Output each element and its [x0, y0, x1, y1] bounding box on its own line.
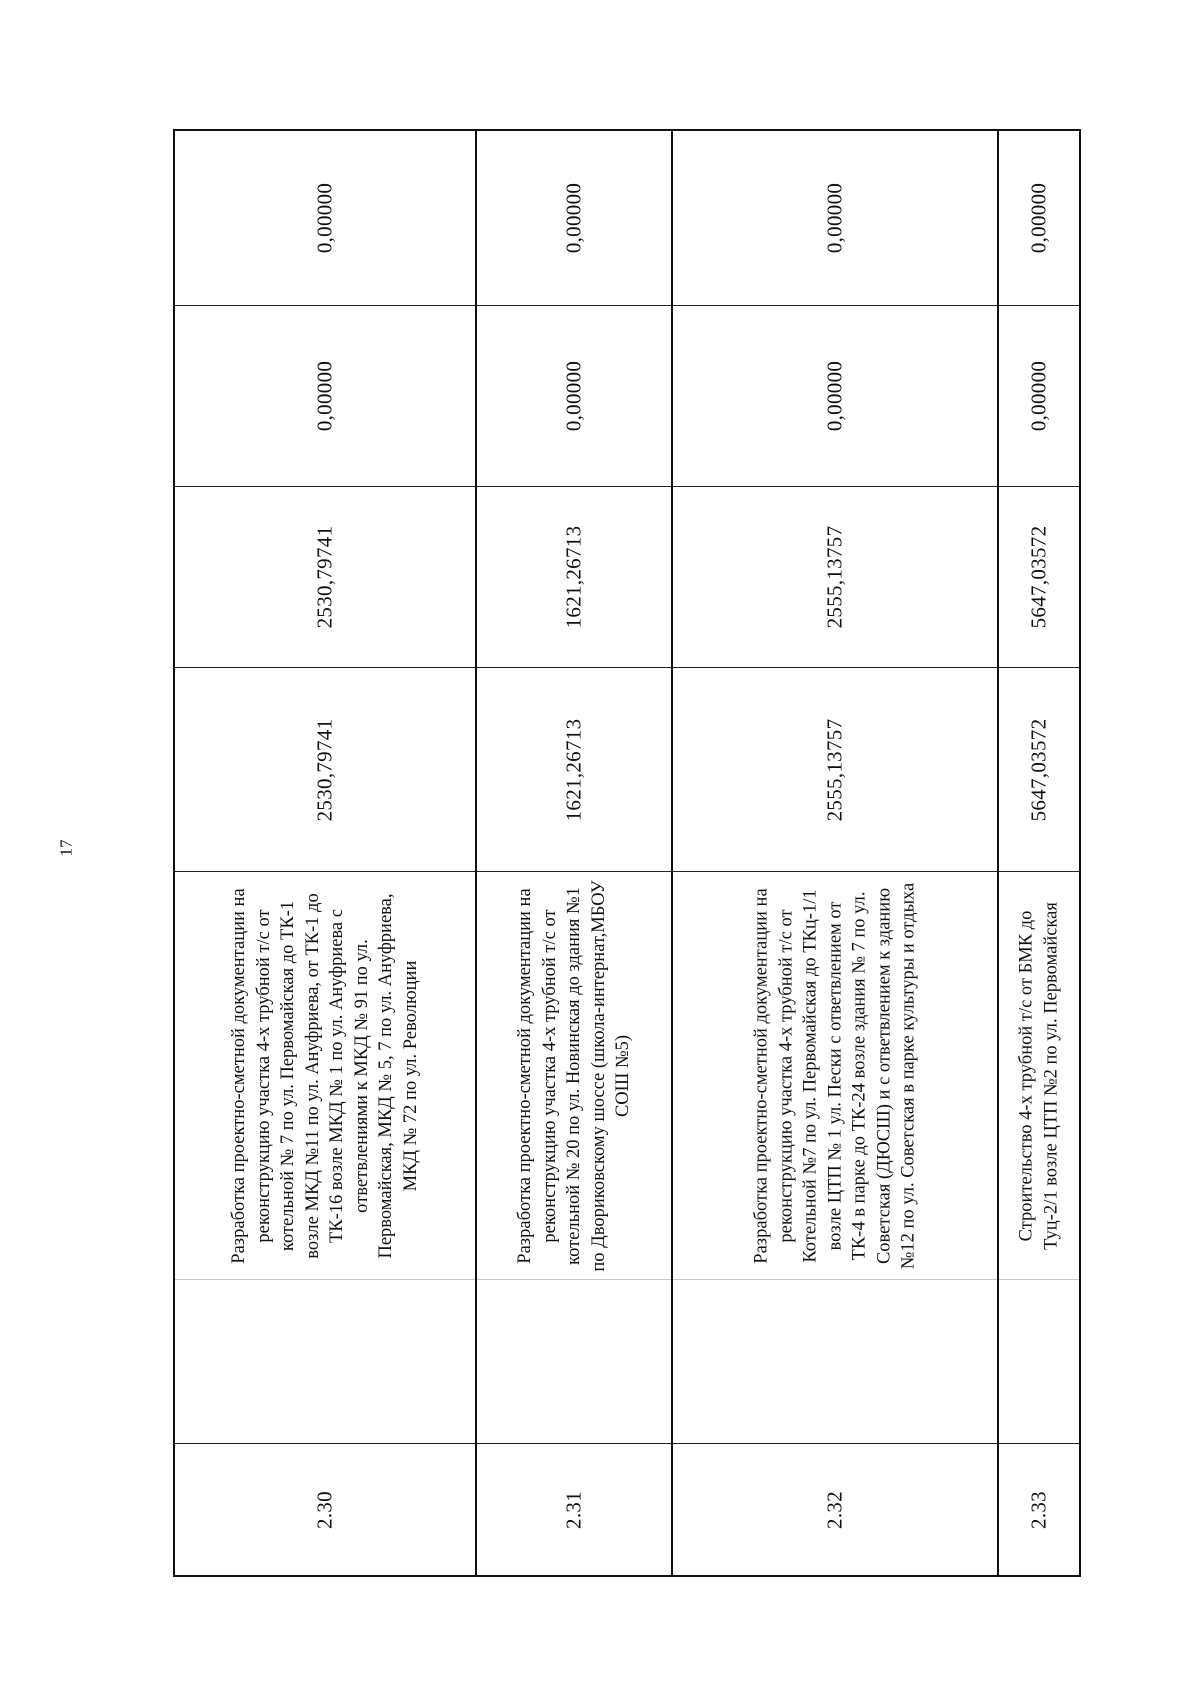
- row-number-cell: [175, 1443, 475, 1575]
- empty-cell: [999, 1279, 1079, 1443]
- value-3-text: 0,00000: [1026, 360, 1051, 432]
- row-number-cell: [999, 1443, 1079, 1575]
- value-cell-2: [477, 486, 671, 667]
- row-number-cell: [477, 1443, 671, 1575]
- empty-cell: [673, 1279, 997, 1443]
- row-number-cell: [673, 1443, 997, 1575]
- value-cell-1: [477, 667, 671, 871]
- value-4-text: 0,00000: [561, 182, 586, 254]
- value-cell-4: [175, 131, 475, 305]
- page-number: [56, 833, 76, 863]
- value-cell-2: [999, 486, 1079, 667]
- description-cell: [999, 871, 1079, 1279]
- value-cell-3: [477, 305, 671, 486]
- value-1-text: 2555,13757: [822, 718, 847, 821]
- row-number-text: 2.33: [1026, 1490, 1051, 1529]
- description-text: Разработка проектно-сметной документации на реконструкцию участка 4-х трубной т/с от котельной № 20 по ул. Новинская до здания №1 по Двориковскому шоссе (школа-интернат,МБОУ СОШ №5): [514, 879, 633, 1272]
- description-text: Разработка проектно-сметной документации на реконструкцию участка 4-х трубной т/с от Котельной №7 по ул. Первомайская до ТКц-1/1 возле ЦТП № 1 ул. Пески с ответвлением от ТК-4 в парке до ТК-24 возле здания № 7 по ул. Советская (ДЮСШ) и с ответвлением к зданию №12 по ул. Советская в парке культуры и отдыха: [751, 882, 919, 1269]
- empty-cell: [175, 1279, 475, 1443]
- table-row: [477, 131, 673, 1575]
- value-cell-1: [999, 667, 1079, 871]
- value-cell-4: [477, 131, 671, 305]
- description-cell: [175, 871, 475, 1279]
- description-text: Строительство 4-х трубной т/с от БМК до Туц-2/1 возле ЦТП №2 по ул. Первомайская: [1016, 901, 1061, 1250]
- value-3-text: 0,00000: [312, 360, 337, 432]
- value-cell-3: [175, 305, 475, 486]
- value-4-text: 0,00000: [822, 182, 847, 254]
- row-number-text: 2.30: [312, 1490, 337, 1529]
- value-cell-3: [673, 305, 997, 486]
- value-cell-3: [999, 305, 1079, 486]
- page-number-text: 17: [56, 839, 75, 857]
- table-row: [673, 131, 999, 1575]
- value-3-text: 0,00000: [561, 360, 586, 432]
- table-row: [175, 131, 477, 1575]
- description-cell: [477, 871, 671, 1279]
- value-3-text: 0,00000: [822, 360, 847, 432]
- description-cell: [673, 871, 997, 1279]
- value-4-text: 0,00000: [1026, 182, 1051, 254]
- value-cell-4: [673, 131, 997, 305]
- value-2-text: 2530,79741: [312, 525, 337, 629]
- row-number-text: 2.31: [561, 1490, 586, 1529]
- value-cell-2: [673, 486, 997, 667]
- value-1-text: 1621,26713: [561, 718, 586, 821]
- empty-cell: [477, 1279, 671, 1443]
- value-2-text: 5647,03572: [1026, 525, 1051, 629]
- value-cell-1: [175, 667, 475, 871]
- value-1-text: 5647,03572: [1026, 718, 1051, 821]
- value-2-text: 1621,26713: [561, 525, 586, 629]
- value-cell-2: [175, 486, 475, 667]
- description-text: Разработка проектно-сметной документации на реконструкцию участка 4-х трубной т/с от котельной № 7 по ул. Первомайская до ТК-1 возле МКД №11 по ул. Ануфриева, от ТК-1 до ТК-16 возле МКД № 1 по ул. Ануфриева с ответвлениями к МКД № 91 по ул. Первомайская, МКД № 5, 7 по ул. Ануфриева, МКД № 72 по ул. Революции: [229, 887, 421, 1264]
- value-cell-1: [673, 667, 997, 871]
- value-2-text: 2555,13757: [822, 525, 847, 629]
- table-row: [999, 131, 1079, 1575]
- row-number-text: 2.32: [822, 1490, 847, 1529]
- budget-table: [173, 129, 1081, 1577]
- value-4-text: 0,00000: [312, 182, 337, 254]
- value-1-text: 2530,79741: [312, 718, 337, 821]
- value-cell-4: [999, 131, 1079, 305]
